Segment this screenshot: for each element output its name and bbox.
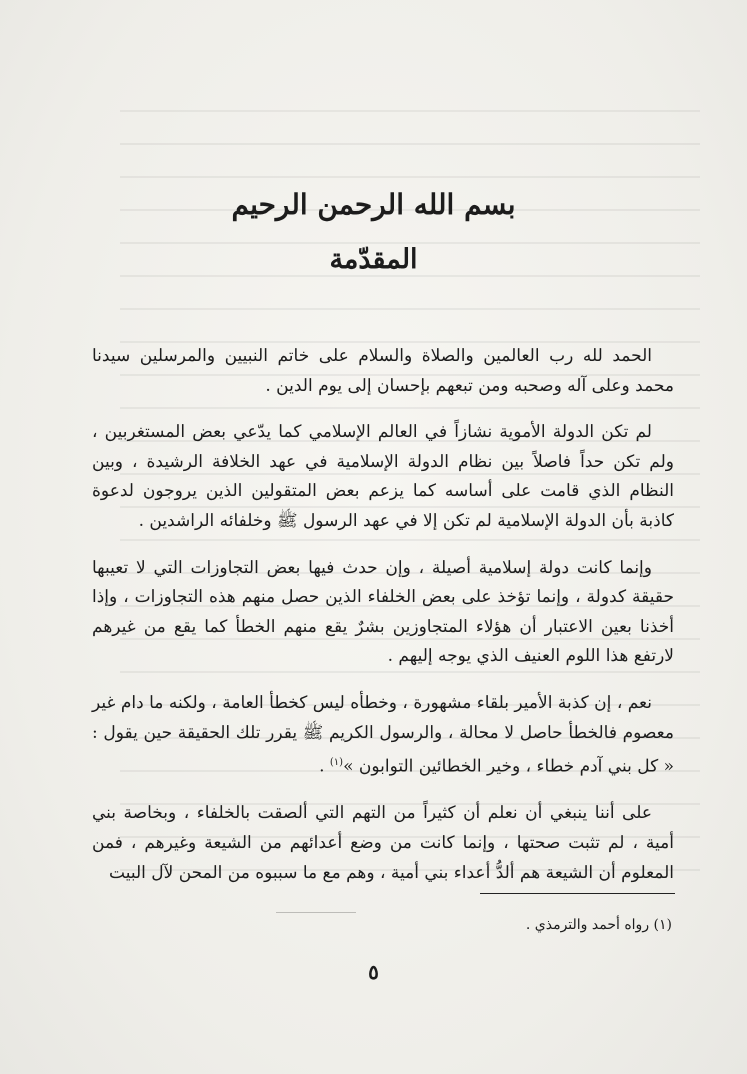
paragraph-4-text: نعم ، إن كذبة الأمير بلقاء مشهورة ، وخطأه ليس كخطأ العامة ، ولكنه ما دام غير معصوم فالخطأ حاصل لا محالة ، والرسول الكريم ﷺ يقرر تلك الحقيقة حين يقول : « كل بني آدم خطاء ، وخير الخطائين التوابون » <box>92 692 674 777</box>
paragraph-4-end: . <box>319 756 330 777</box>
faint-divider <box>276 912 356 913</box>
paragraph-2: لم تكن الدولة الأموية نشازاً في العالم الإسلامي كما يدّعي بعض المستغربين ، ولم تكن حداً فاصلاً بين نظام الدولة الإسلامية في عهد الخلافة الرشيدة ، وبين النظام الذي قامت على أساسه كما يزعم بعض المتقولين الذين يروجون لدعوة كاذبة بأن الدولة الإسلامية لم تكن إلا في عهد الرسول ﷺ وخلفائه الراشدين . <box>92 422 674 531</box>
page-heading: المقدّمة <box>329 244 418 275</box>
paragraph-4 <box>92 689 674 782</box>
page-number: ٥ <box>368 960 379 984</box>
footnote-divider <box>480 893 675 894</box>
paragraph-1: الحمد لله رب العالمين والصلاة والسلام على خاتم النبيين والمرسلين سيدنا محمد وعلى آله وصحبه ومن تبعهم بإحسان إلى يوم الدين . <box>92 346 674 396</box>
paragraph-3: وإنما كانت دولة إسلامية أصيلة ، وإن حدث فيها بعض التجاوزات التي لا تعيبها حقيقة كدولة ، وإنما تؤخذ على بعض الخلفاء الذين حصل منهم هذه التجاوزات ، وإذا أخذنا بعين الاعتبار أن هؤلاء المتجاوزين بشرٌ يقع منهم الخطأ كما يقع من غيرهم لارتفع هذا اللوم العنيف الذي يوجه إليهم . <box>92 557 674 667</box>
body-text <box>92 342 674 905</box>
footnote-reference[interactable]: (١) <box>329 757 344 769</box>
paragraph-5: على أننا ينبغي أن نعلم أن كثيراً من التهم التي ألصقت بالخلفاء ، وبخاصة بني أمية ، لم تثبت صحتها ، وإنما كانت من وضع أعدائهم من الشيعة وغيرهم ، فمن المعلوم أن الشيعة هم ألدُّ أعداء بني أمية ، وهم مع ما سببوه من المحن لآل البيت <box>92 803 674 883</box>
basmala: بسم الله الرحمن الرحيم <box>231 188 516 221</box>
footnote: (١) رواه أحمد والترمذي . <box>525 917 672 933</box>
